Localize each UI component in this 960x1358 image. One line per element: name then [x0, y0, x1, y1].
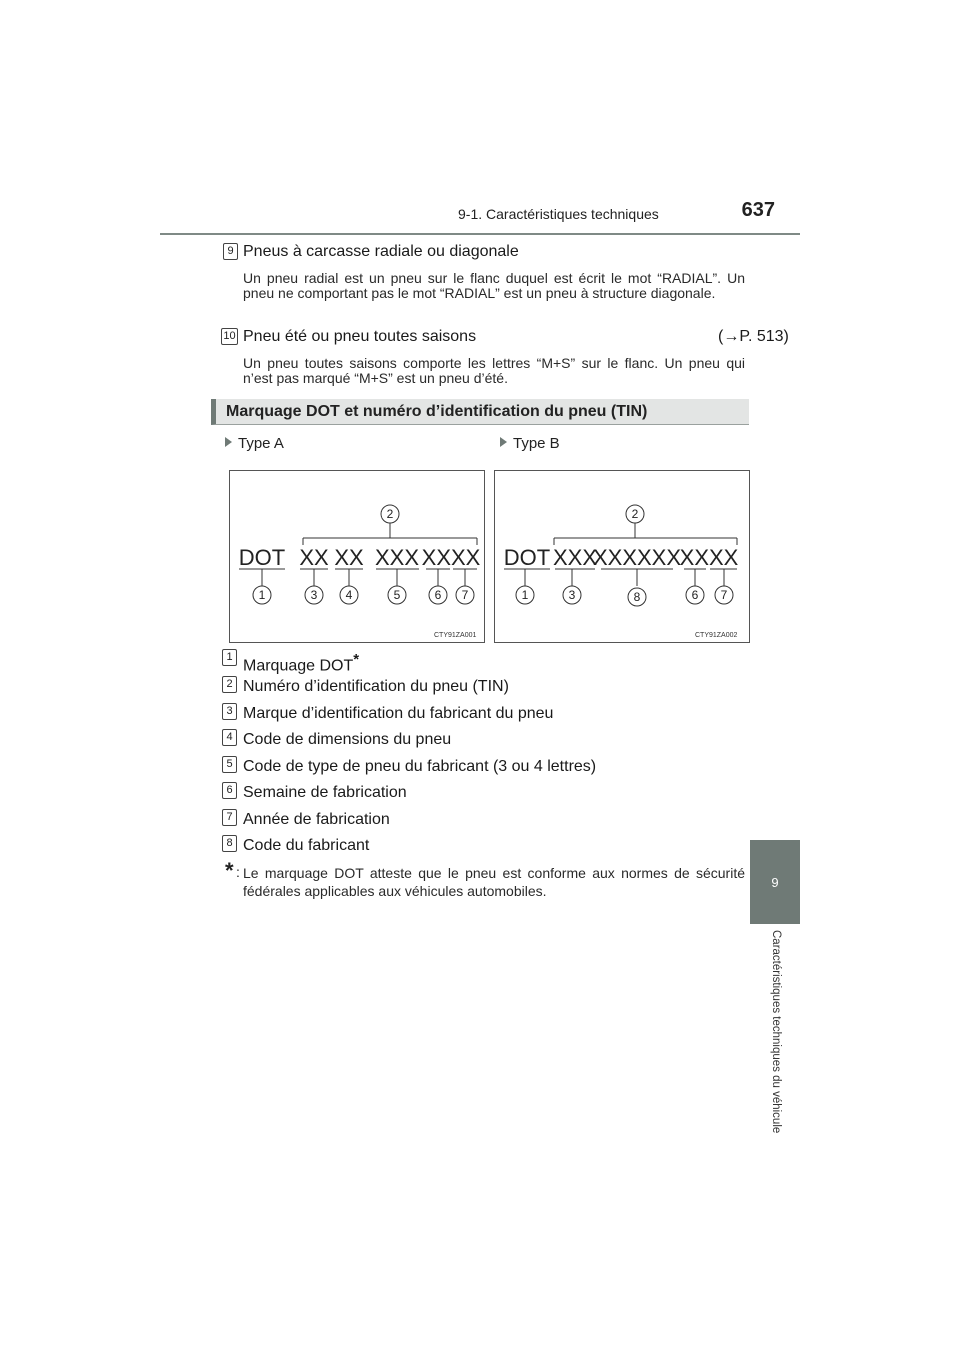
section-heading-bar [211, 399, 749, 425]
code-group: XXXX [421, 545, 481, 570]
code-group: XXXXXX [592, 545, 682, 570]
item-number-badge: 9 [223, 243, 238, 260]
code-group-dot: DOT [503, 545, 551, 570]
item-title: Pneu été ou pneu toutes saisons [243, 328, 477, 345]
legend-item: Numéro d’identification du pneu (TIN) [243, 678, 509, 695]
legend-number-badge: 1 [222, 649, 237, 666]
section-heading: Marquage DOT et numéro d’identification du pneu (TIN) [226, 403, 648, 420]
callout-number: 2 [386, 507, 394, 521]
legend-number-badge: 4 [222, 729, 237, 746]
footnote-star: * [225, 858, 234, 883]
code-group: XXXX [679, 545, 739, 570]
code-group: XX [334, 545, 364, 570]
legend-text: Marquage DOT [243, 657, 354, 675]
page-number: 637 [741, 199, 775, 221]
legend-number-badge: 2 [222, 676, 237, 693]
type-a-heading [225, 435, 284, 452]
callout-number: 4 [345, 588, 353, 602]
section-title: 9-1. Caractéristiques techniques [458, 206, 659, 222]
legend-item: Code de type de pneu du fabricant (3 ou 4 lettres) [243, 758, 597, 775]
diagram-type-a [229, 470, 485, 643]
legend-number-badge: 8 [222, 835, 237, 852]
item-number-badge: 10 [221, 328, 238, 345]
item-description: Un pneu radial est un pneu sur le flanc duquel est écrit le mot “RADIAL”. Un pneu ne comportant pas le mot “RADIAL” est un pneu à structure diagonale. [243, 270, 745, 301]
item-description: Un pneu toutes saisons comporte les lettres “M+S” sur le flanc. Un pneu qui n’est pas marqué “M+S” est un pneu d’été. [243, 355, 745, 386]
diagram-type-b-drawing [495, 471, 751, 644]
legend-item: Marque d’identification du fabricant du pneu [243, 705, 554, 722]
code-group: XXX [374, 545, 420, 570]
header-divider [160, 233, 800, 235]
diagram-type-b [494, 470, 750, 643]
legend-item: Semaine de fabrication [243, 784, 407, 801]
type-b-heading [500, 435, 560, 452]
figure-code: CTY91ZA002 [695, 632, 738, 639]
callout-number: 7 [720, 588, 728, 602]
code-group: XXX [552, 545, 598, 570]
legend-number-badge: 3 [222, 703, 237, 720]
callout-number: 5 [393, 588, 401, 602]
triangle-bullet-icon [225, 437, 232, 447]
callout-number: 6 [691, 588, 699, 602]
legend-item: Code de dimensions du pneu [243, 731, 452, 748]
callout-number: 1 [258, 588, 266, 602]
legend-item: Code du fabricant [243, 837, 370, 854]
code-group: XX [299, 545, 329, 570]
callout-number: 6 [434, 588, 442, 602]
item-title: Pneus à carcasse radiale ou diagonale [243, 243, 519, 260]
callout-number: 2 [631, 507, 639, 521]
callout-number: 7 [461, 588, 469, 602]
legend-item: Année de fabrication [243, 811, 390, 828]
type-a-label: Type A [238, 435, 284, 452]
type-b-label: Type B [513, 435, 560, 452]
legend-item [243, 651, 359, 675]
diagram-type-a-drawing [230, 471, 486, 644]
footnote-text: Le marquage DOT atteste que le pneu est conforme aux normes de sécurité fédérales applicables aux véhicules automobiles. [243, 865, 745, 899]
footnote-colon: : [236, 864, 240, 880]
chapter-number: 9 [771, 874, 779, 890]
callout-number: 3 [310, 588, 318, 602]
legend-number-badge: 6 [222, 782, 237, 799]
callout-number: 1 [521, 588, 529, 602]
triangle-bullet-icon [500, 437, 507, 447]
chapter-label: Caractéristiques techniques du véhicule [770, 930, 782, 1134]
code-group-dot: DOT [238, 545, 286, 570]
chapter-tab [750, 840, 800, 924]
callout-number: 8 [633, 590, 641, 604]
legend-number-badge: 7 [222, 809, 237, 826]
callout-number: 3 [568, 588, 576, 602]
figure-code: CTY91ZA001 [434, 632, 477, 639]
page-reference: (→P. 513) [718, 328, 789, 345]
footnote-marker: * [353, 651, 360, 668]
legend-number-badge: 5 [222, 756, 237, 773]
